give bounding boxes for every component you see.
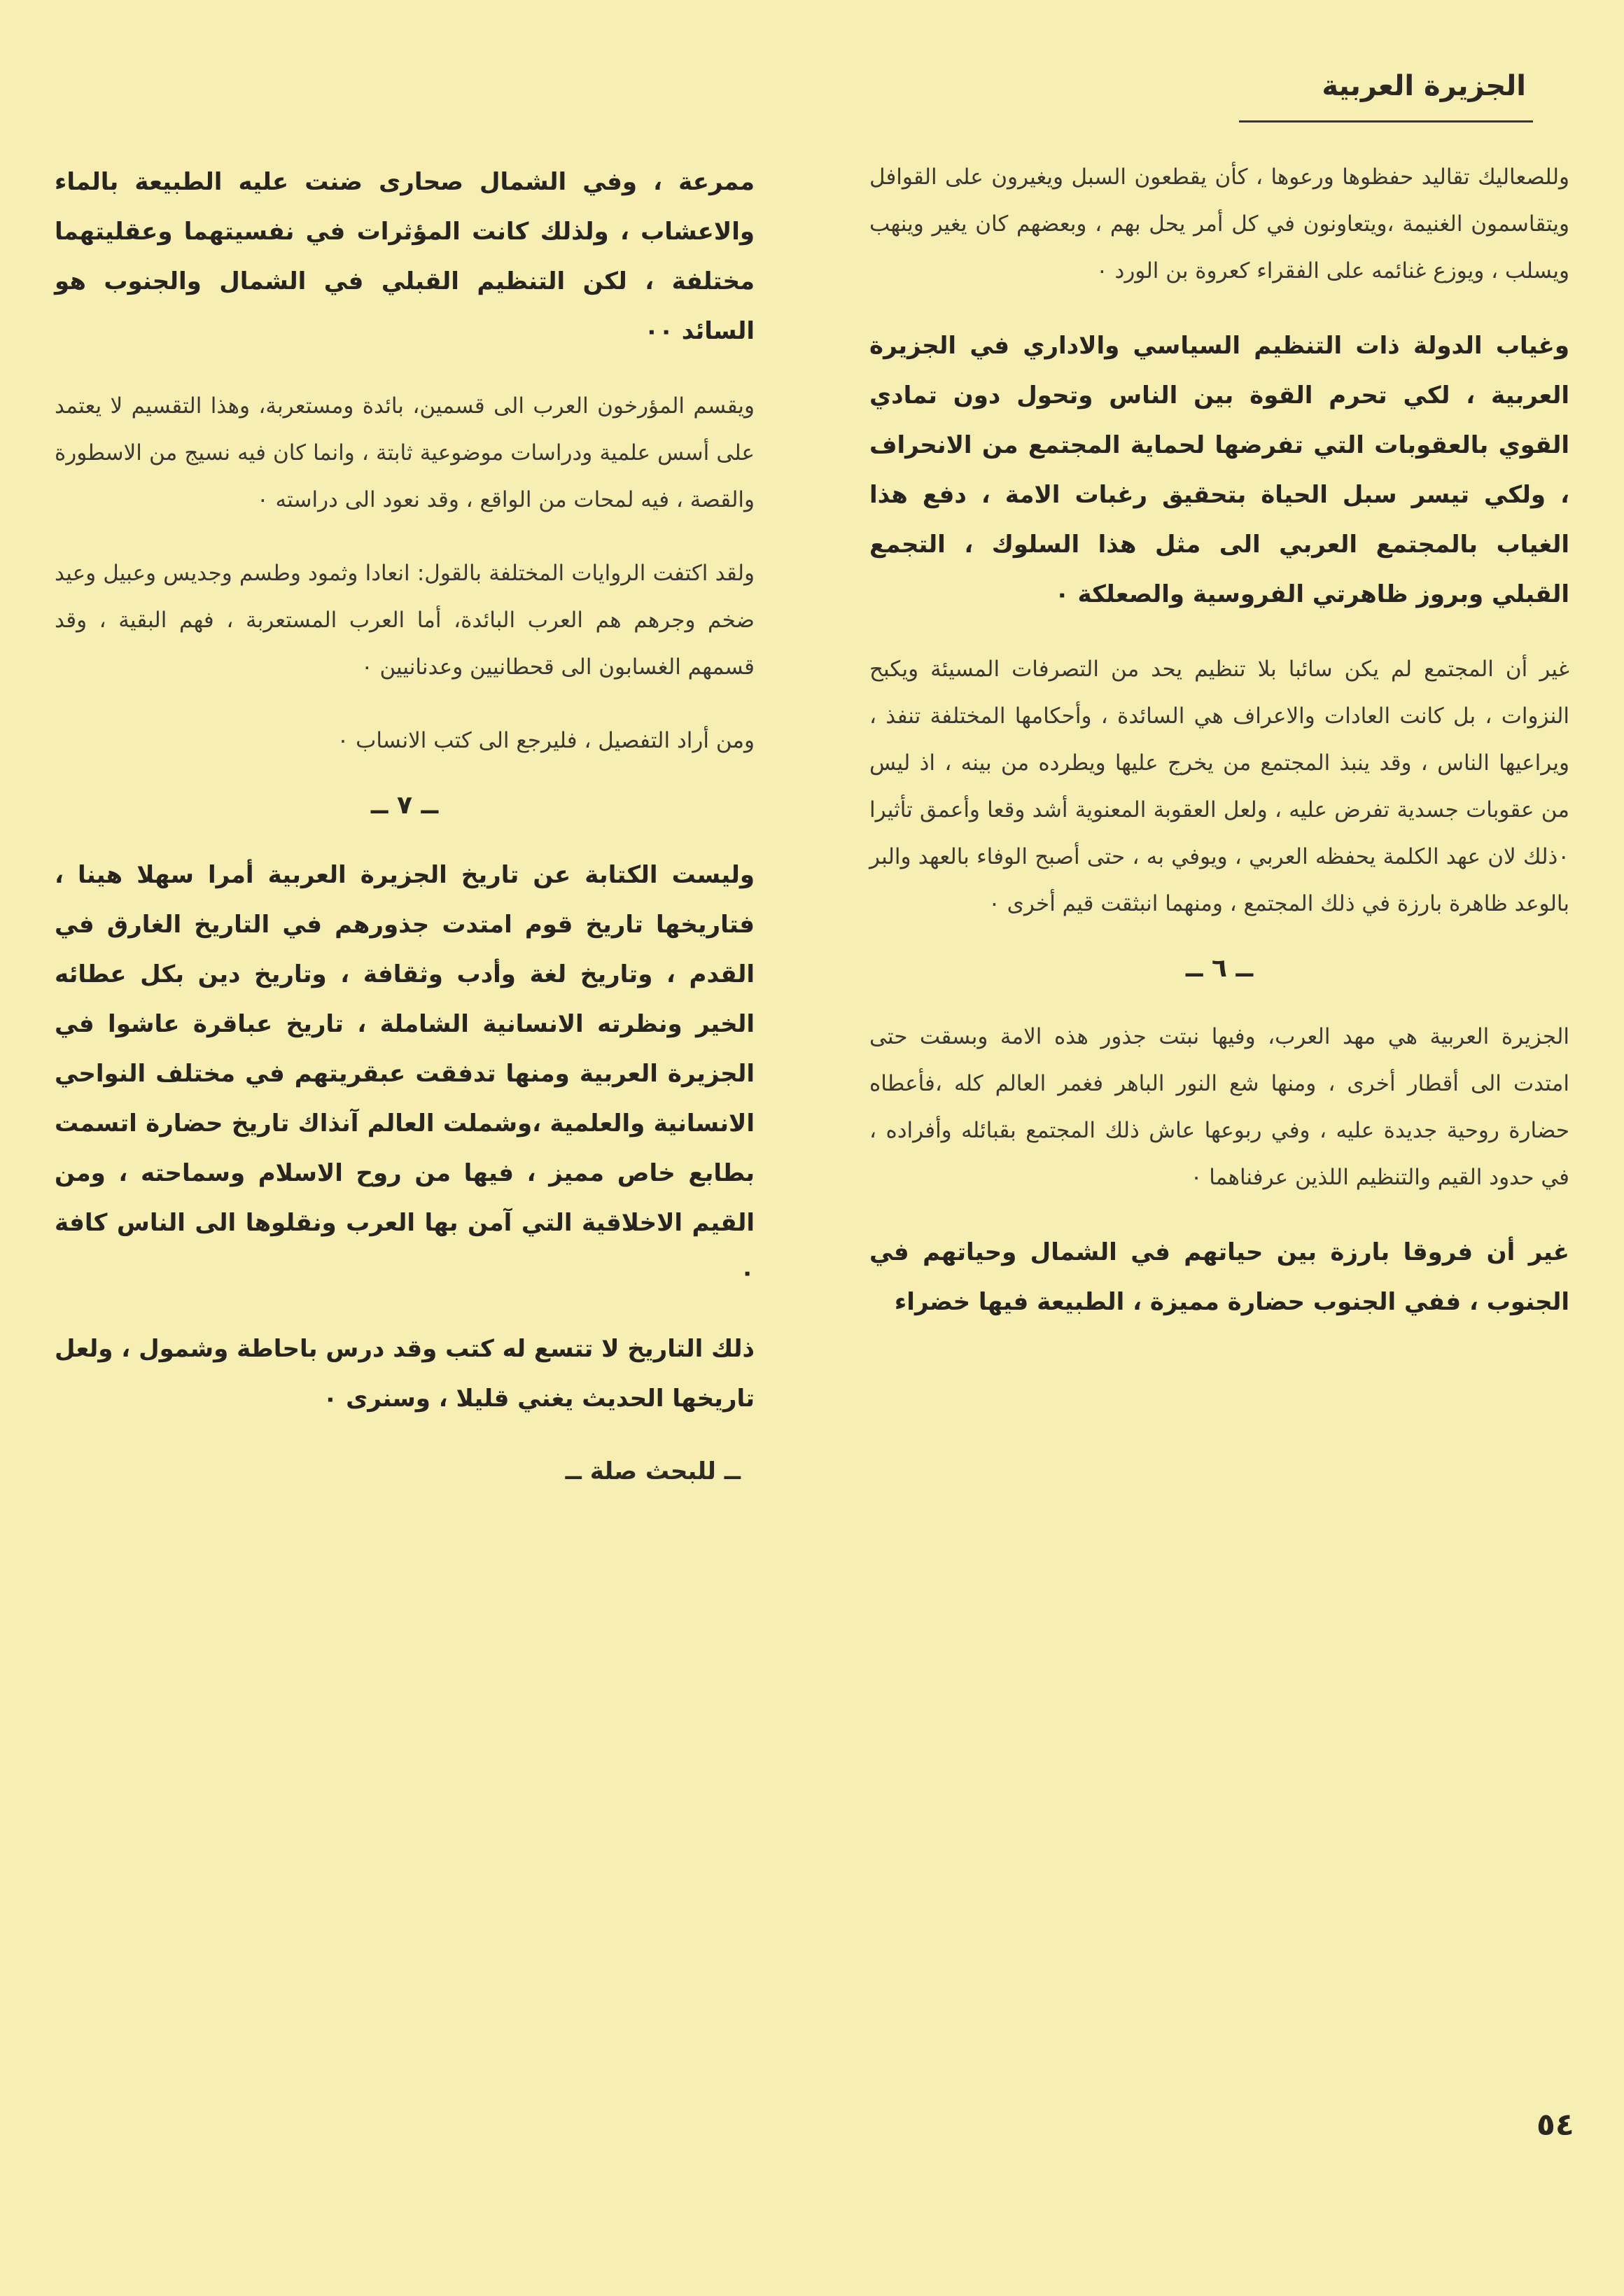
left-column (55, 158, 755, 1485)
running-head: الجزيرة العربية (1322, 70, 1526, 102)
page-number: ٥٤ (1536, 2107, 1574, 2143)
section-number: ــ ٦ ــ (1185, 954, 1254, 983)
paragraph-bold: ممرعة ، وفي الشمال صحارى ضنت عليه الطبيعة بالماء والاعشاب ، ولذلك كانت المؤثرات في نفسيتهما وعقليتهما مختلفة ، لكن التنظيم القبلي في الشمال والجنوب هو السائد ٠٠ (55, 168, 755, 345)
paragraph-bold: وليست الكتابة عن تاريخ الجزيرة العربية أمرا سهلا هينا ، فتاريخها تاريخ قوم امتدت جذورهم في التاريخ الغارق في القدم ، وتاريخ لغة وأدب وثقافة ، وتاريخ دين بكل عطائه الخير ونظرته الانسانية الشاملة ، تاريخ عباقرة عاشوا في الجزيرة العربية ومنها تدفقت عبقريتهم في مختلف النواحي الانسانية والعلمية ،وشملت العالم آنذاك تاريخ حضارة اتسمت بطابع خاص مميز ، فيها من روح الاسلام وسماحته ، ومن القيم الاخلاقية التي آمن بها العرب ونقلوها الى الناس كافة ٠ (55, 861, 755, 1287)
section-number: ــ ٧ ــ (370, 791, 439, 820)
header-rule (1239, 120, 1533, 122)
paragraph-bold: غير أن فروقا بارزة بين حياتهم في الشمال وحياتهم في الجنوب ، ففي الجنوب حضارة مميزة ، الطبيعة فيها خضراء (869, 1238, 1569, 1316)
paragraph: ومن أراد التفصيل ، فليرجع الى كتب الانساب ٠ (337, 728, 755, 753)
paragraph: ولقد اكتفت الروايات المختلفة بالقول: انعادا وثمود وطسم وجديس وعبيل وعيد ضخم وجرهم هم العرب البائدة، أما العرب المستعربة ، فهم البقية ، وقد قسمهم الغسابون الى قحطانيين وعدنانيين ٠ (55, 561, 755, 680)
paragraph: الجزيرة العربية هي مهد العرب، وفيها نبتت جذور هذه الامة وبسقت حتى امتدت الى أقطار أخرى ، ومنها شع النور الباهر فغمر العالم كله ،فأعطاه حضارة روحية جديدة عليه ، وفي ربوعها عاش ذلك المجتمع بقبائله وأفراده ، في حدود القيم والتنظيم اللذين عرفناهما ٠ (869, 1024, 1569, 1190)
paragraph-bold: وغياب الدولة ذات التنظيم السياسي والاداري في الجزيرة العربية ، لكي تحرم القوة بين الناس وتحول دون تمادي القوي بالعقوبات التي تفرضها لحماية المجتمع من الانحراف ، ولكي تيسر سبل الحياة بتحقيق رغبات الامة ، دفع هذا الغياب بالمجتمع العربي الى مثل هذا السلوك ، التجمع القبلي وبروز ظاهرتي الفروسية والصعلكة ٠ (869, 332, 1569, 608)
paragraph: ويقسم المؤرخون العرب الى قسمين، بائدة ومستعربة، وهذا التقسيم لا يعتمد على أسس علمية ودراسات موضوعية ثابتة ، وانما كان فيه نسيج من الاسطورة والقصة ، فيه لمحات من الواقع ، وقد نعود الى دراسته ٠ (55, 393, 755, 512)
paragraph-bold: ذلك التاريخ لا تتسع له كتب وقد درس باحاطة وشمول ، ولعل تاريخها الحديث يغني قليلا ، وسنرى ٠ (55, 1335, 755, 1413)
paragraph: غير أن المجتمع لم يكن سائبا بلا تنظيم يحد من التصرفات المسيئة ويكبح النزوات ، بل كانت العادات والاعراف هي السائدة ، وأحكامها المختلفة تنفذ ، ويراعيها الناس ، وقد ينبذ المجتمع من يخرج عليها ويطرده من بينه ، اذ ليس من عقوبات جسدية تفرض عليه ، ولعل العقوبة المعنوية أشد وقعا وأعمق تأثيرا ٠ذلك لان عهد الكلمة يحفظه العربي ، ويوفي به ، حتى أصبح الوفاء بالعهد والبر بالوعد ظاهرة بارزة في ذلك المجتمع ، ومنهما انبثقت قيم أخرى ٠ (869, 657, 1569, 916)
paragraph: وللصعاليك تقاليد حفظوها ورعوها ، كأن يقطعون السبل ويغيرون على القوافل ويتقاسمون الغنيمة ،ويتعاونون في كل أمر يحل بهم ، وبعضهم كان يغير وينهب ويسلب ، ويوزع غنائمه على الفقراء كعروة بن الورد ٠ (869, 164, 1569, 284)
to-be-continued: ــ للبحث صلة ــ (565, 1457, 741, 1485)
right-column (869, 154, 1569, 1354)
